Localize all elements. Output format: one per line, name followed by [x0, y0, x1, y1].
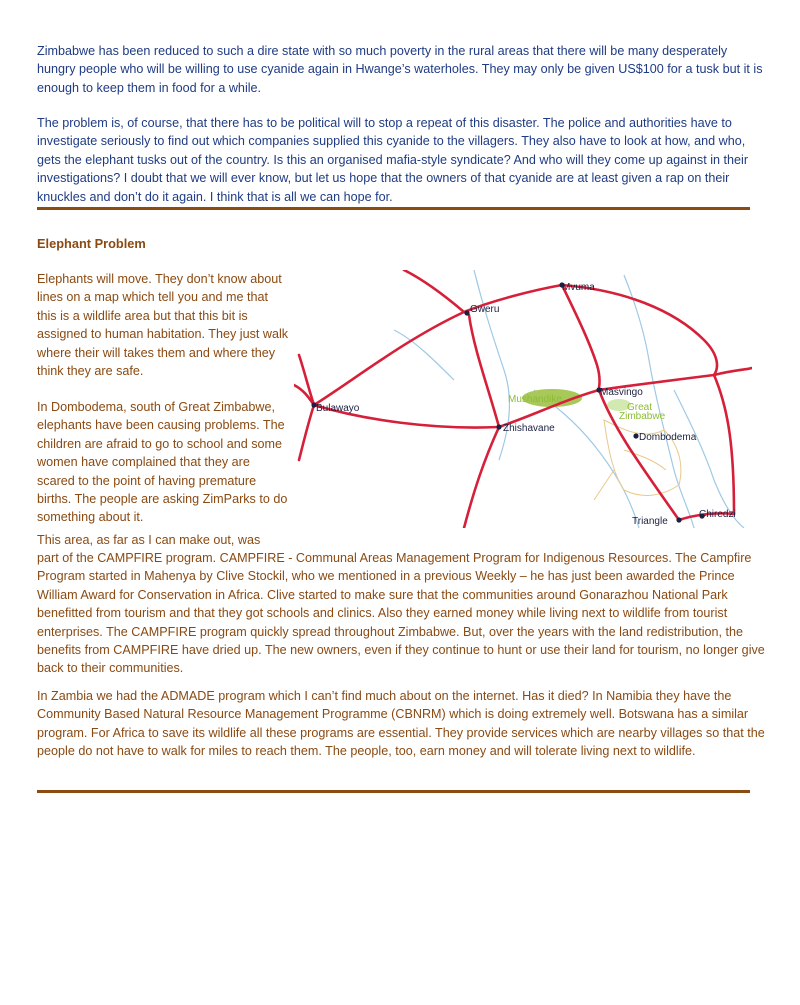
elephant-paragraph-1: Elephants will move. They don’t know about lines on a map which tell you and me that this is a wildlife area but that this bit is assigned to human habitation. They just walk where their will takes them and where they think they are safe. — [37, 272, 289, 379]
label-chiredzi: Chiredzi — [699, 509, 736, 520]
label-mvuma: Mvuma — [562, 282, 595, 293]
label-great: Great — [627, 402, 653, 413]
divider-bottom — [37, 790, 750, 793]
intro-paragraph-1: Zimbabwe has been reduced to such a dire state with so much poverty in the rural areas that there will be many desperately hungry people who will be willing to use cyanide again in Hwange’s waterholes. They may only be given US$100 for a tusk but it is enough to keep them in food for a while. — [37, 44, 763, 95]
elephant-paragraph-4: In Zambia we had the ADMADE program which I can’t find much about on the internet. Has it died? In Namibia they have the Community Based Natural Resource Management Programme (CBNRM) which is doing extremely well. Botswana has a similar program. For Africa to save its wildlife all these programs are essential. They provide services which are nearby villages so that the people do not have to walk for miles to reach them. The people, too, earn money and will tolerate living next to wildlife. — [37, 689, 765, 759]
label-zhishavane: Zhishavane — [503, 423, 555, 434]
label-dombodema: Dombodema — [639, 432, 697, 443]
section-heading: Elephant Problem — [37, 236, 146, 251]
elephant-paragraph-3-rest: part of the CAMPFIRE program. CAMPFIRE - Communal Areas Management Program for Indigenous Resources. The Campfire Program started in Mahenya by Clive Stockil, who we mentioned in a previous Weekly – he has just been awarded the Prince William Award for Conservation in Africa. Clive started to make sure that the communities around Gonarazhou National Park benefitted from tourism and that they got schools and clinics. Also they earned money while living next to wildlife from tourist enterprises. The CAMPFIRE program quickly spread throughout Zimbabwe. But, over the years with the land redistribution, the benefits from CAMPFIRE have dried up. The new owners, even if they continue to hunt or use their land for tourism, no longer give back to their communities. — [37, 551, 765, 676]
label-mushandike: Mushandike — [508, 394, 562, 405]
label-bulawayo: Bulawayo — [316, 403, 360, 414]
label-gweru: Gweru — [470, 304, 500, 315]
intro-paragraph-2: The problem is, of course, that there has to be political will to stop a repeat of this disaster. The police and authorities have to investigate seriously to find out which companies supplied this cyanide to the villagers. They also have to look at how, and who, gets the elephant tusks out of the country. Is this an organised mafia-style syndicate? And who will they come up against in their investigations? I doubt that we will ever know, but let us hope that the owners of that cyanide are at least given a rap on their knuckles and don’t do it again. I think that is all we can hope for. — [37, 116, 749, 204]
elephant-paragraph-2: In Dombodema, south of Great Zimbabwe, elephants have been causing problems. The children are afraid to go to school and some women have complained that they are scared to the point of having premature births. The people are asking ZimParks to do something about it. — [37, 400, 288, 525]
label-triangle: Triangle — [632, 516, 668, 527]
elephant-paragraph-3-start: This area, as far as I can make out, was — [37, 533, 261, 547]
zimbabwe-road-map — [294, 270, 752, 528]
label-masvingo: Masvingo — [600, 387, 643, 398]
label-zimbabwe: Zimbabwe — [619, 411, 666, 422]
divider-top — [37, 207, 750, 210]
